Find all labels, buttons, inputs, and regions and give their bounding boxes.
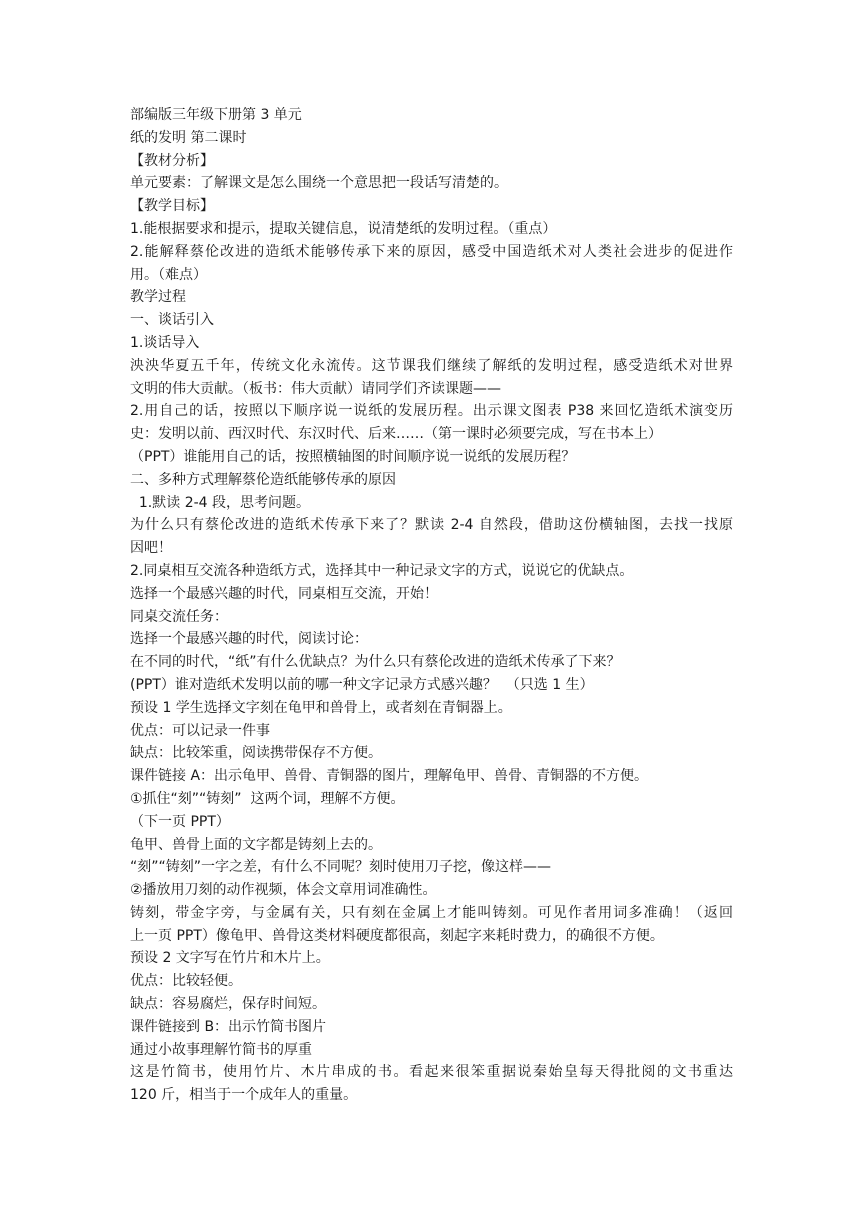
document-page	[130, 104, 733, 1107]
doc-line: 120 斤，相当于一个成年人的重量。	[130, 1087, 358, 1104]
doc-line: 上一页 PPT）像龟甲、兽骨这类材料硬度都很高，刻起字来耗时费力，的确很不方便。	[130, 927, 664, 944]
doc-line: 缺点：比较笨重，阅读携带保存不方便。	[130, 745, 382, 762]
doc-line: 用。（难点）	[130, 266, 207, 283]
doc-line: 史：发明以前、西汉时代、东汉时代、后来……（第一课时必须要完成，写在书本上）	[130, 426, 662, 443]
doc-line: 教学过程	[130, 289, 186, 306]
doc-line: 泱泱华夏五千年，传统文化永流传。这节课我们继续了解纸的发明过程，感受造纸术对世界	[130, 357, 733, 374]
doc-line: 部编版三年级下册第 3 单元	[130, 107, 302, 123]
doc-line: 纸的发明 第二课时	[130, 129, 247, 146]
doc-line: 因吧！	[130, 540, 172, 557]
doc-line: 同桌交流任务：	[130, 608, 228, 625]
doc-line: 选择一个最感兴趣的时代，阅读讨论：	[130, 631, 368, 648]
doc-line: 龟甲、兽骨上面的文字都是铸刻上去的。	[130, 836, 382, 853]
doc-line: 预设 2 文字写在竹片和木片上。	[130, 950, 330, 967]
doc-line: 2.同桌相互交流各种造纸方式，选择其中一种记录文字的方式，说说它的优缺点。	[130, 562, 634, 579]
doc-line: 【教材分析】	[130, 152, 214, 169]
doc-line: 课件链接 A：出示龟甲、兽骨、青铜器的图片，理解龟甲、兽骨、青铜器的不方便。	[130, 768, 649, 785]
doc-line: 【教学目标】	[130, 198, 214, 215]
doc-line: 1.能根据要求和提示，提取关键信息，说清楚纸的发明过程。（重点）	[130, 220, 557, 237]
doc-line: 这是竹简书，使用竹片、木片串成的书。看起来很笨重据说秦始皇每天得批阅的文书重达	[130, 1064, 733, 1081]
doc-line: 缺点：容易腐烂，保存时间短。	[130, 996, 326, 1013]
doc-line: 铸刻，带金字旁，与金属有关，只有刻在金属上才能叫铸刻。可见作者用词多准确！（返回	[130, 904, 733, 921]
doc-line: “刻”“铸刻”一字之差，有什么不同呢？刻时使用刀子挖，像这样——	[130, 859, 552, 876]
doc-line: (PPT）谁对造纸术发明以前的哪一种文字记录方式感兴趣？ （只选 1 生）	[130, 676, 594, 693]
doc-line: 2.用自己的话，按照以下顺序说一说纸的发展历程。出示课文图表 P38 来回忆造纸术演变历	[130, 403, 733, 420]
doc-line: 二、多种方式理解蔡伦造纸能够传承的原因	[130, 471, 396, 488]
doc-line: 预设 1 学生选择文字刻在龟甲和兽骨上，或者刻在青铜器上。	[130, 699, 512, 716]
doc-line: 在不同的时代，“纸”有什么优缺点？为什么只有蔡伦改进的造纸术传承了下来？	[130, 654, 621, 671]
doc-line: （下一页 PPT）	[130, 813, 230, 830]
doc-line: （PPT）谁能用自己的话，按照横轴图的时间顺序说一说纸的发展历程？	[130, 448, 576, 465]
doc-line: 文明的伟大贡献。（板书：伟大贡献）请同学们齐读课题——	[130, 380, 501, 397]
doc-line: 1.谈话导入	[130, 334, 200, 351]
doc-line: 一、谈话引入	[130, 312, 214, 329]
doc-line: 课件链接到 B：出示竹简书图片	[130, 1018, 327, 1035]
doc-line: 1.默读 2-4 段，思考问题。	[130, 494, 311, 511]
doc-line: 优点：可以记录一件事	[130, 722, 270, 739]
doc-line: 选择一个最感兴趣的时代，同桌相互交流，开始！	[130, 585, 438, 602]
doc-line: 优点：比较轻便。	[130, 973, 242, 990]
doc-line: 单元要素：了解课文是怎么围绕一个意思把一段话写清楚的。	[130, 175, 508, 192]
doc-line: ②播放用刀刻的动作视频，体会文章用词准确性。	[130, 882, 437, 899]
doc-line: 2.能解释蔡伦改进的造纸术能够传承下来的原因，感受中国造纸术对人类社会进步的促进作	[130, 243, 733, 260]
doc-line: 通过小故事理解竹简书的厚重	[130, 1041, 312, 1058]
doc-line: ①抓住“刻”“铸刻” 这两个词，理解不方便。	[130, 790, 405, 807]
doc-line: 为什么只有蔡伦改进的造纸术传承下来了？默读 2-4 自然段，借助这份横轴图，去找一找原	[130, 517, 733, 534]
